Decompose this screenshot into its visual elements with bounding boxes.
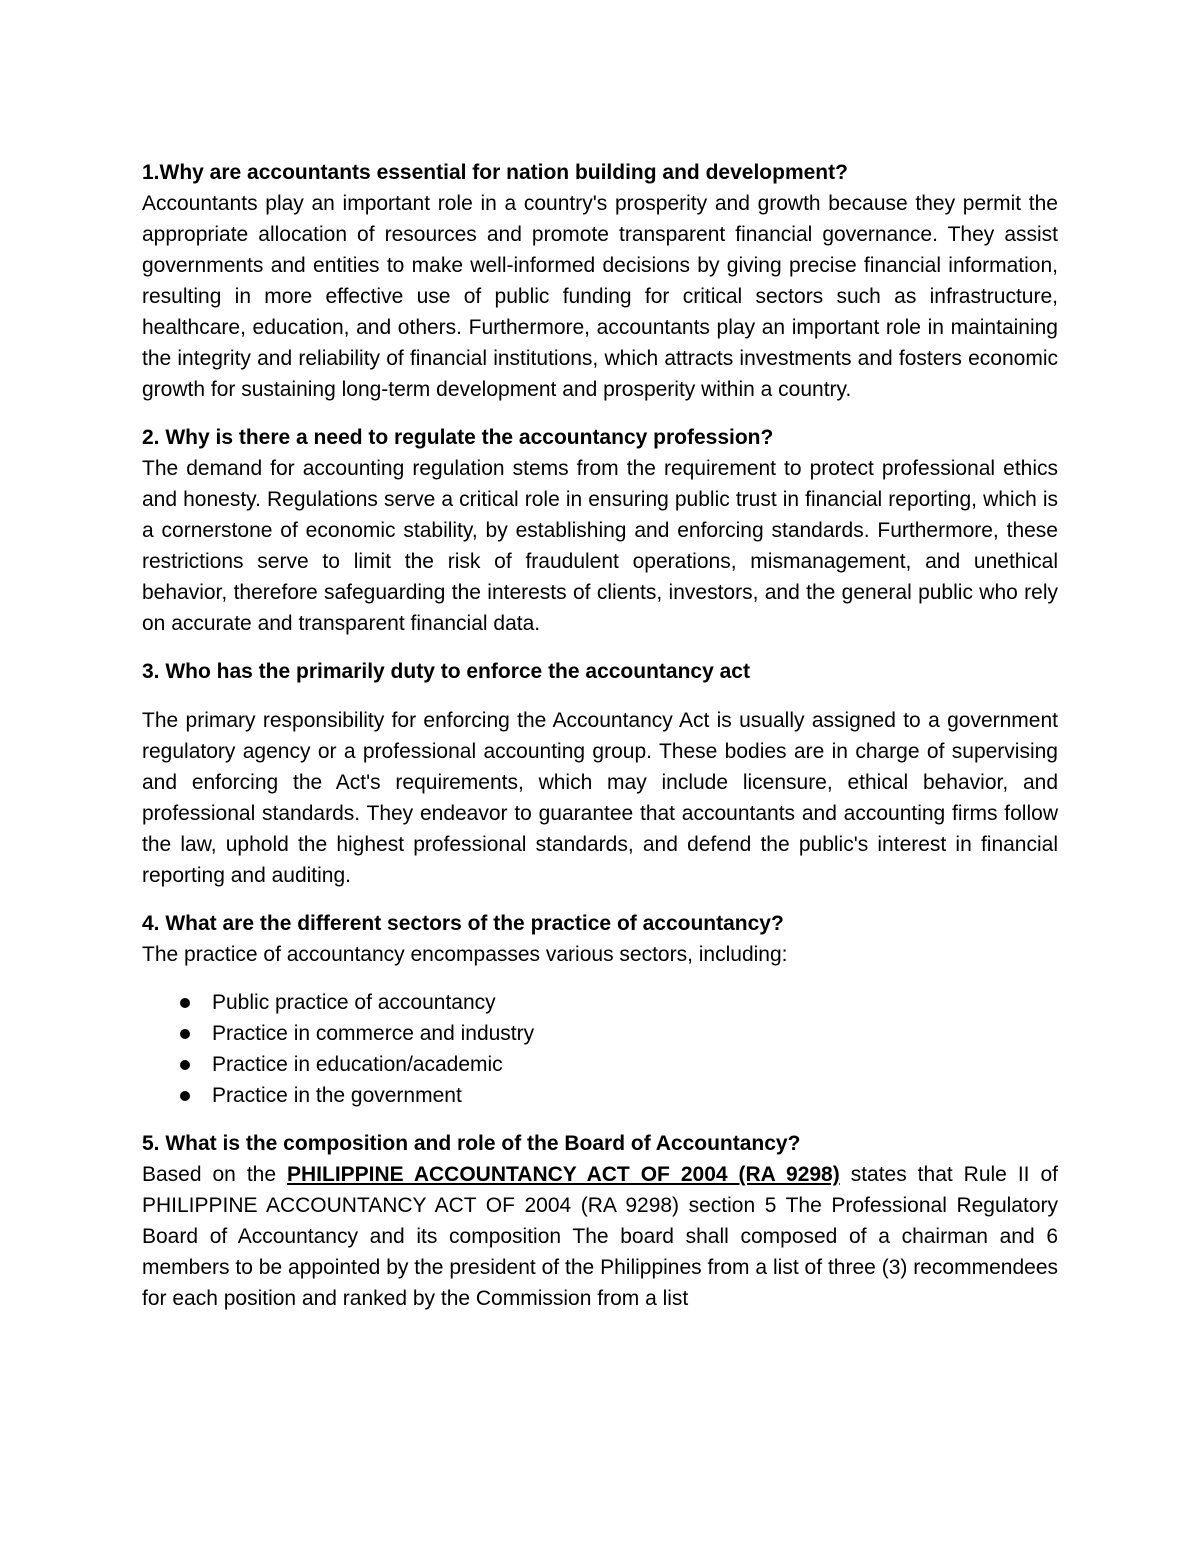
document-page xyxy=(142,157,1058,1314)
question-3-heading: 3. Who has the primarily duty to enforce the accountancy act xyxy=(142,660,750,683)
list-item-text: Public practice of accountancy xyxy=(212,991,496,1014)
answer-5-paragraph xyxy=(142,1159,1058,1314)
question-2-heading: 2. Why is there a need to regulate the accountancy profession? xyxy=(142,426,774,449)
answer-5-prefix: Based on the xyxy=(142,1163,287,1186)
sectors-list xyxy=(142,987,1058,1111)
answer-1-paragraph: Accountants play an important role in a country's prosperity and growth because they permit the appropriate allocation of resources and promote transparent financial governance. They assist governments and entities to make well-informed decisions by giving precise financial information, resulting in more effective use of public funding for critical sectors such as infrastructure, healthcare, education, and others. Furthermore, accountants play an important role in maintaining the integrity and reliability of financial institutions, which attracts investments and fosters economic growth for sustaining long-term development and prosperity within a country. xyxy=(142,192,1058,401)
list-item xyxy=(212,1049,1058,1080)
question-1-heading: 1.Why are accountants essential for nation building and development? xyxy=(142,161,848,184)
answer-4-intro: The practice of accountancy encompasses various sectors, including: xyxy=(142,943,788,966)
bullet-icon xyxy=(180,1029,190,1039)
list-item-text: Practice in the government xyxy=(212,1084,462,1107)
question-5-heading: 5. What is the composition and role of the Board of Accountancy? xyxy=(142,1132,801,1155)
list-item xyxy=(212,987,1058,1018)
answer-3-paragraph: The primary responsibility for enforcing the Accountancy Act is usually assigned to a government regulatory agency or a professional accounting group. These bodies are in charge of supervising and enforcing the Act's requirements, which may include licensure, ethical behavior, and professional standards. They endeavor to guarantee that accountants and accounting firms follow the law, uphold the highest professional standards, and defend the public's interest in financial reporting and auditing. xyxy=(142,709,1058,887)
list-item-text: Practice in education/academic xyxy=(212,1053,503,1076)
list-item-text: Practice in commerce and industry xyxy=(212,1022,535,1045)
list-item xyxy=(212,1018,1058,1049)
bullet-icon xyxy=(180,1060,190,1070)
bullet-icon xyxy=(180,998,190,1008)
answer-2-paragraph: The demand for accounting regulation stems from the requirement to protect professional ethics and honesty. Regulations serve a critical role in ensuring public trust in financial reporting, which is a cornerstone of economic stability, by establishing and enforcing standards. Furthermore, these restrictions serve to limit the risk of fraudulent operations, mismanagement, and unethical behavior, therefore safeguarding the interests of clients, investors, and the general public who rely on accurate and transparent financial data. xyxy=(142,457,1058,635)
answer-5-rest: states that Rule II of PHILIPPINE ACCOUNTANCY ACT OF 2004 (RA 9298) section 5 The Professional Regulatory Board of Accountancy and its composition The board shall composed of a chairman and 6 members to be appointed by the president of the Philippines from a list of three (3) recommendees for each position and ranked by the Commission from a list xyxy=(142,1163,1058,1310)
list-item xyxy=(212,1080,1058,1111)
bullet-icon xyxy=(180,1091,190,1101)
question-4-heading: 4. What are the different sectors of the practice of accountancy? xyxy=(142,912,784,935)
act-link[interactable]: PHILIPPINE ACCOUNTANCY ACT OF 2004 (RA 9298) xyxy=(286,1163,840,1186)
